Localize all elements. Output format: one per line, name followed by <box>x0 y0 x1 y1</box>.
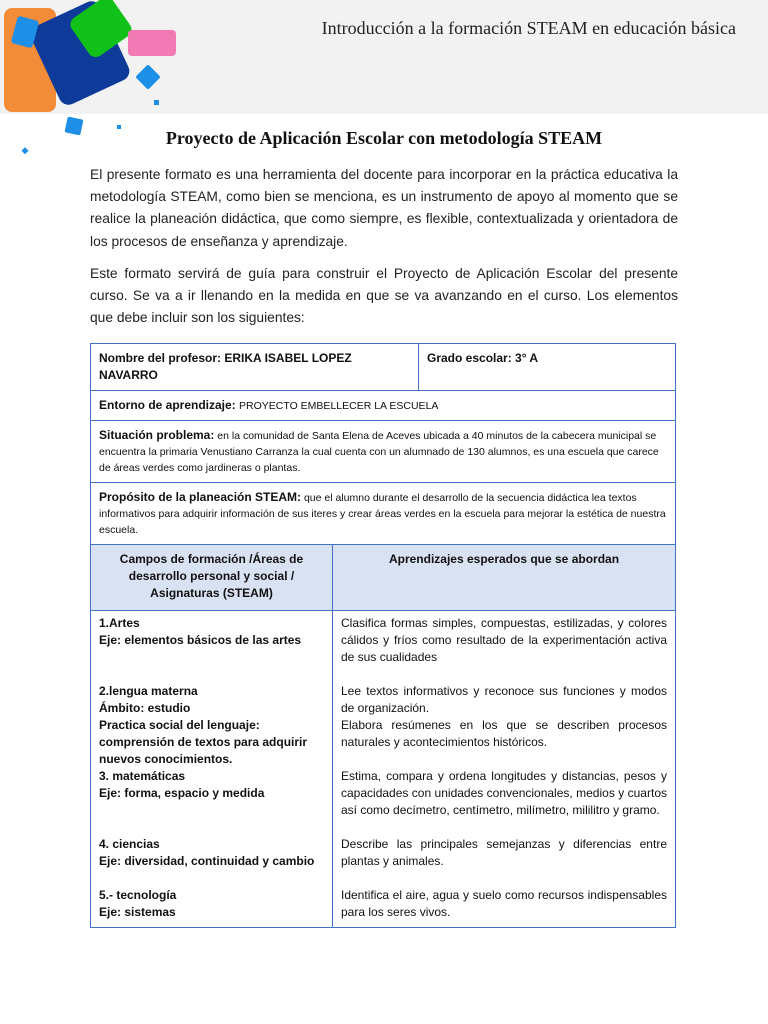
learning-science: Describe las principales semejanzas y diferencias entre plantas y animales. <box>341 837 667 868</box>
purpose-cell <box>91 483 675 544</box>
environment-cell <box>91 391 675 420</box>
column-header-row <box>91 545 675 611</box>
learning-math: Estima, compara y ordena longitudes y distancias, pesos y capacidades con unidades convencionales, medios y cuartos así como decímetro, centímetro, milímetro, mililitro y gramo. <box>341 769 667 817</box>
purpose-label: Propósito de la planeación STEAM: <box>99 490 302 504</box>
field-math: 3. matemáticas <box>99 769 186 783</box>
problem-cell <box>91 421 675 482</box>
teacher-row <box>91 344 675 391</box>
purpose-row <box>91 483 675 545</box>
fields-column-header: Campos de formación /Áreas de desarrollo personal y social / Asignaturas (STEAM) <box>91 545 333 610</box>
field-language-practice: Practica social del lenguaje: comprensión de textos para adquirir nuevos conocimientos. <box>99 718 308 766</box>
school-grade: Grado escolar: 3° A <box>427 351 539 365</box>
learning-arts: Clasifica formas simples, compuestas, estilizadas, y colores cálidos y fríos como resultado de la experimentación activa de sus cualidades <box>341 616 667 664</box>
fields-column <box>91 611 333 927</box>
intro-paragraph: El presente formato es una herramienta del docente para incorporar en la práctica educativa la metodología STEAM, como bien se menciona, es un instrumento de apoyo al momento que se realice la planeación didáctica, que como siempre, es flexible, contextualizada y orientadora de los procesos de enseñanza y aprendizaje. <box>90 167 678 249</box>
learning-column <box>333 611 675 927</box>
environment-label: Entorno de aprendizaje: <box>99 398 236 412</box>
field-language: 2.lengua materna <box>99 684 198 698</box>
problem-label: Situación problema: <box>99 428 215 442</box>
learning-reading: Lee textos informativos y reconoce sus funciones y modos de organización. <box>341 684 667 715</box>
document-title: Proyecto de Aplicación Escolar con metodología STEAM <box>165 128 603 148</box>
problem-row <box>91 421 675 483</box>
field-arts: 1.Artes <box>99 616 140 630</box>
problem-value: en la comunidad de Santa Elena de Aceves ubicada a 40 minutos de la cabecera municipal se encuentra la primaria Venustiano Carranza la cual cuenta con un alumnado de 130 alumnos, es una escuela que carece de áreas verdes como jardineras o plantas. <box>99 430 659 474</box>
field-math-axis: Eje: forma, espacio y medida <box>99 786 265 800</box>
content-row <box>91 611 675 927</box>
learning-summaries: Elabora resúmenes en los que se describen procesos naturales y acontecimientos históricos. <box>341 718 667 749</box>
project-form-table <box>90 343 676 928</box>
field-arts-axis: Eje: elementos básicos de las artes <box>99 633 302 647</box>
field-science: 4. ciencias <box>99 837 160 851</box>
purpose-value: que el alumno durante el desarrollo de la secuencia didáctica lea textos informativos para adquirir información de sus iteres y crear áreas verdes en la escuela para mejorar la estética de nuestra escuela. <box>99 492 666 536</box>
teacher-name: Nombre del profesor: ERIKA ISABEL LOPEZ NAVARRO <box>91 344 419 390</box>
environment-value: PROYECTO EMBELLECER LA ESCUELA <box>239 400 439 412</box>
guide-paragraph: Este formato servirá de guía para construir el Proyecto de Aplicación Escolar del presente curso. Se va a ir llenando en la medida en que se va avanzando en el curso. Los elementos que debe incluir son los siguientes: <box>90 266 678 326</box>
learning-column-header: Aprendizajes esperados que se abordan <box>388 552 620 566</box>
header-text: Introducción a la formación STEAM en educación básica <box>321 18 736 38</box>
environment-row <box>91 391 675 421</box>
field-science-axis: Eje: diversidad, continuidad y cambio <box>99 854 315 868</box>
field-technology: 5.- tecnología <box>99 888 177 902</box>
field-language-scope: Ámbito: estudio <box>99 701 191 715</box>
field-technology-axis: Eje: sistemas <box>99 905 176 919</box>
learning-technology: Identifica el aire, agua y suelo como recursos indispensables para los seres vivos. <box>341 888 667 919</box>
